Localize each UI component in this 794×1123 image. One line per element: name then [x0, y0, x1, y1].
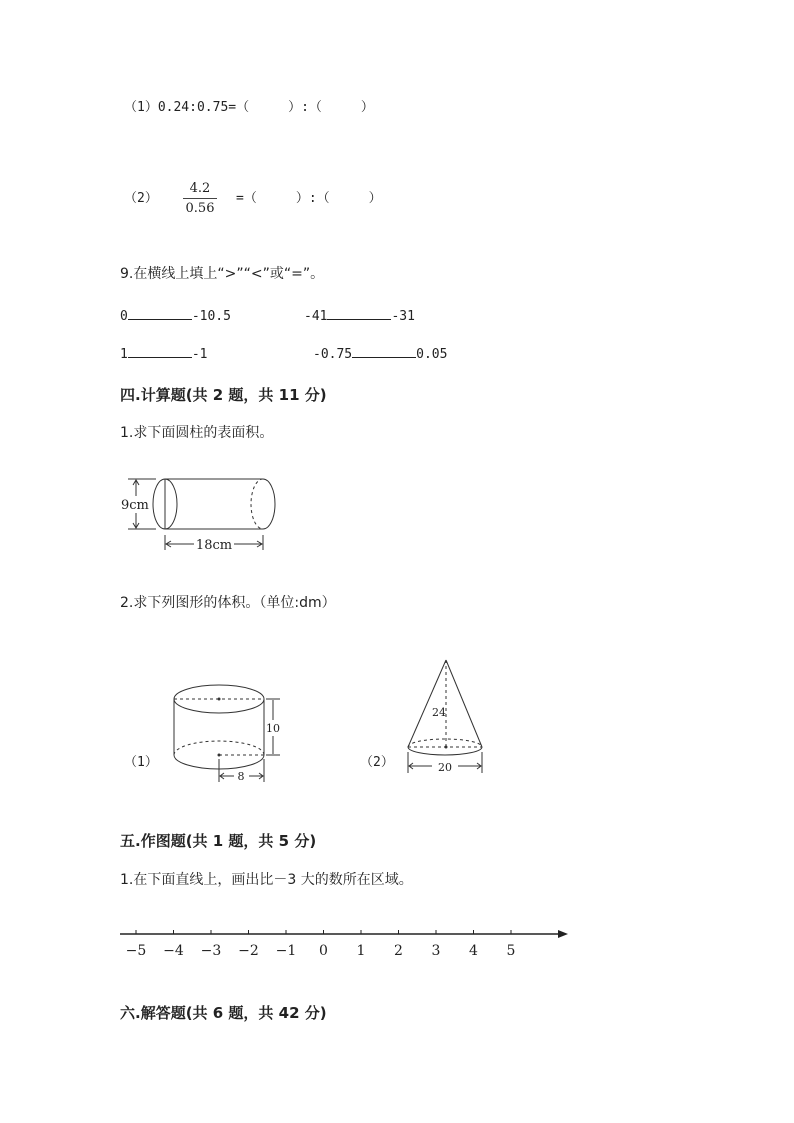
number-line-tick-label: 0 — [319, 943, 328, 959]
number-line-tick-label: −5 — [125, 943, 147, 959]
section4-heading: 四.计算题(共 2 题，共 11 分) — [120, 386, 327, 404]
q9-title: 9.在横线上填上“>”“<”或“=”。 — [120, 266, 325, 282]
fig2-diameter-label: 20 — [438, 761, 452, 774]
arrow-right-icon — [558, 930, 568, 938]
fig2-label: （2） — [360, 755, 394, 770]
number-line-tick-label: −1 — [275, 943, 297, 959]
section5-heading: 五.作图题(共 1 题，共 5 分) — [120, 832, 317, 850]
number-line-tick-label: −4 — [163, 943, 184, 959]
number-line-tick-label: 4 — [469, 943, 478, 959]
q9-value: -0.75 — [313, 347, 353, 362]
q9-value: -10.5 — [191, 309, 231, 324]
answer-blank[interactable] — [128, 345, 192, 358]
number-line[interactable] — [118, 920, 576, 964]
q8-part2-label: （2） — [124, 191, 158, 206]
number-line-tick-label: 3 — [431, 943, 441, 959]
fraction-bar — [183, 198, 217, 199]
section4-q2: 2.求下列图形的体积。（单位:dm） — [120, 595, 336, 611]
q8-part1: （1）0.24:0.75=（ ）:（ ） — [124, 100, 374, 115]
answer-blank[interactable] — [128, 307, 192, 320]
number-line-tick-label: −3 — [200, 943, 222, 959]
fraction-denominator: 0.56 — [185, 201, 215, 216]
q9-value: 1 — [120, 347, 128, 362]
q9-value: 0 — [120, 309, 128, 324]
cone-figure — [402, 656, 488, 776]
cylinder-height-label: 9cm — [121, 498, 149, 513]
fraction-numerator: 4.2 — [189, 181, 211, 196]
q9-row1-left — [120, 307, 231, 324]
q9-row1-right — [304, 307, 415, 324]
q9-value: -41 — [304, 309, 328, 324]
horizontal-cylinder-figure — [118, 470, 288, 558]
fig2-height-label: 24 — [432, 706, 446, 719]
number-line-tick-label: 5 — [506, 943, 516, 959]
q9-value: 0.05 — [416, 347, 448, 362]
fig1-radius-label: 8 — [237, 770, 245, 783]
q9-value: -31 — [391, 309, 415, 324]
number-line-tick-label: −2 — [238, 943, 259, 959]
number-line-tick-label: 2 — [394, 943, 403, 959]
answer-blank[interactable] — [352, 345, 416, 358]
q8-part2-ratio: =（ ）:（ ） — [236, 191, 382, 206]
cylinder-length-label: 18cm — [195, 538, 233, 553]
section6-heading: 六.解答题(共 6 题，共 42 分) — [120, 1004, 327, 1022]
section5-q1: 1.在下面直线上，画出比－3 大的数所在区域。 — [120, 872, 413, 888]
fig1-height-label: 10 — [266, 722, 280, 735]
q9-value: -1 — [191, 347, 208, 362]
section4-q1: 1.求下面圆柱的表面积。 — [120, 425, 274, 441]
upright-cylinder-figure — [168, 680, 286, 786]
number-line-tick-label: 1 — [356, 943, 366, 959]
q9-row2-left — [120, 345, 207, 362]
fig1-label: （1） — [124, 755, 158, 770]
q9-row2-right — [313, 345, 447, 362]
answer-blank[interactable] — [327, 307, 391, 320]
q8-part2-fraction — [183, 181, 217, 216]
